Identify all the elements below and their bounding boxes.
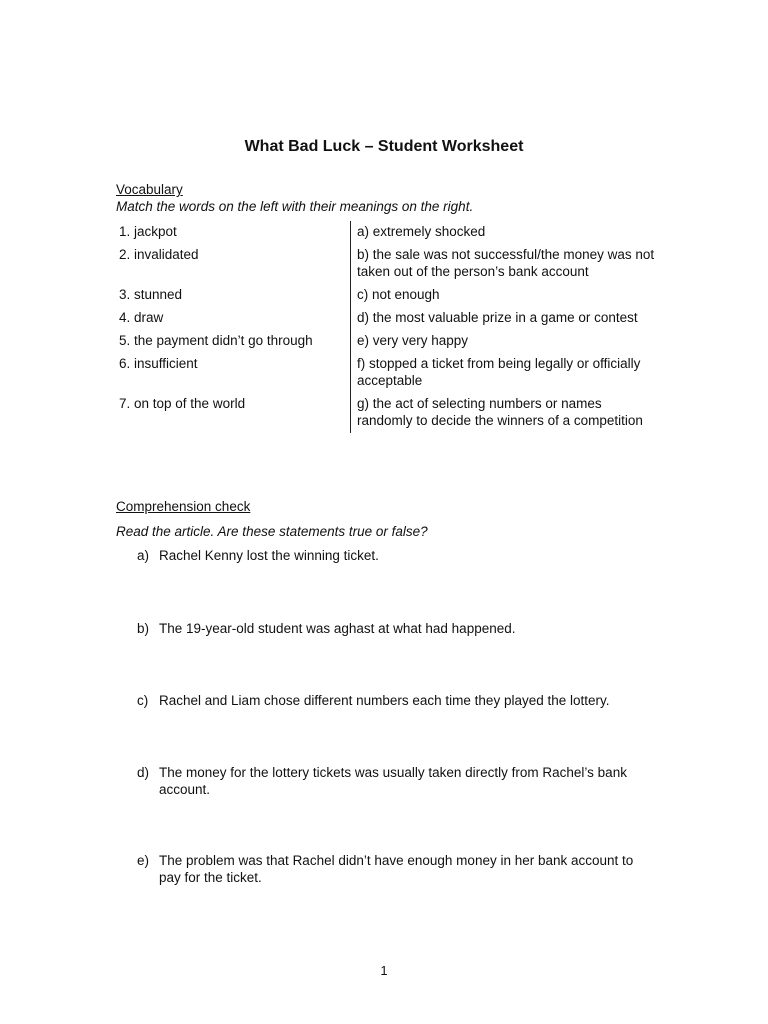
vocabulary-heading: Vocabulary: [116, 182, 183, 197]
question-text: Rachel and Liam chose different numbers each time they played the lottery.: [159, 693, 610, 708]
vocab-row: [116, 221, 656, 244]
vocab-word: 1. jackpot: [119, 224, 177, 239]
vocab-word: 4. draw: [119, 310, 164, 325]
question-item: [137, 764, 657, 798]
question-text: The 19-year-old student was aghast at what had happened.: [159, 621, 516, 636]
vocabulary-table: [116, 221, 656, 433]
question-letter: c): [137, 693, 149, 708]
vocab-meaning: e) very very happy: [350, 330, 656, 353]
question-text: The money for the lottery tickets was usually taken directly from Rachel’s bank account.: [159, 765, 627, 797]
vocab-row: [116, 330, 656, 353]
question-item: [137, 852, 657, 886]
vocab-meaning: f) stopped a ticket from being legally or officially acceptable: [350, 353, 656, 393]
vocab-meaning: d) the most valuable prize in a game or contest: [350, 307, 656, 330]
vocab-meaning: c) not enough: [350, 284, 656, 307]
vocab-row: [116, 353, 656, 393]
vocab-row: [116, 393, 656, 433]
question-text: The problem was that Rachel didn’t have enough money in her bank account to pay for the ticket.: [159, 853, 634, 885]
vocab-meaning: b) the sale was not successful/the money was not taken out of the person’s bank account: [350, 244, 656, 284]
question-letter: b): [137, 621, 150, 636]
question-letter: a): [137, 548, 150, 563]
vocab-word: 6. insufficient: [119, 356, 198, 371]
question-item: [137, 547, 379, 564]
question-text: Rachel Kenny lost the winning ticket.: [159, 548, 379, 563]
vocab-meaning: a) extremely shocked: [350, 221, 656, 244]
question-letter: d): [137, 765, 150, 780]
page-title: What Bad Luck – Student Worksheet: [244, 138, 524, 155]
vocabulary-instruction: Match the words on the left with their meanings on the right.: [116, 199, 474, 214]
vocab-meaning: g) the act of selecting numbers or names randomly to decide the winners of a competition: [350, 393, 656, 433]
vocab-word: 5. the payment didn’t go through: [119, 333, 313, 348]
comprehension-heading: Comprehension check: [116, 499, 251, 514]
vocab-word: 7. on top of the world: [119, 396, 246, 411]
vocab-row: [116, 284, 656, 307]
vocab-word: 2. invalidated: [119, 247, 199, 262]
vocab-row: [116, 307, 656, 330]
comprehension-instruction: Read the article. Are these statements true or false?: [116, 524, 428, 539]
vocab-row: [116, 244, 656, 284]
vocab-word: 3. stunned: [119, 287, 183, 302]
question-item: [137, 692, 657, 709]
question-letter: e): [137, 853, 150, 868]
page-number: 1: [380, 963, 388, 978]
question-item: [137, 620, 657, 637]
